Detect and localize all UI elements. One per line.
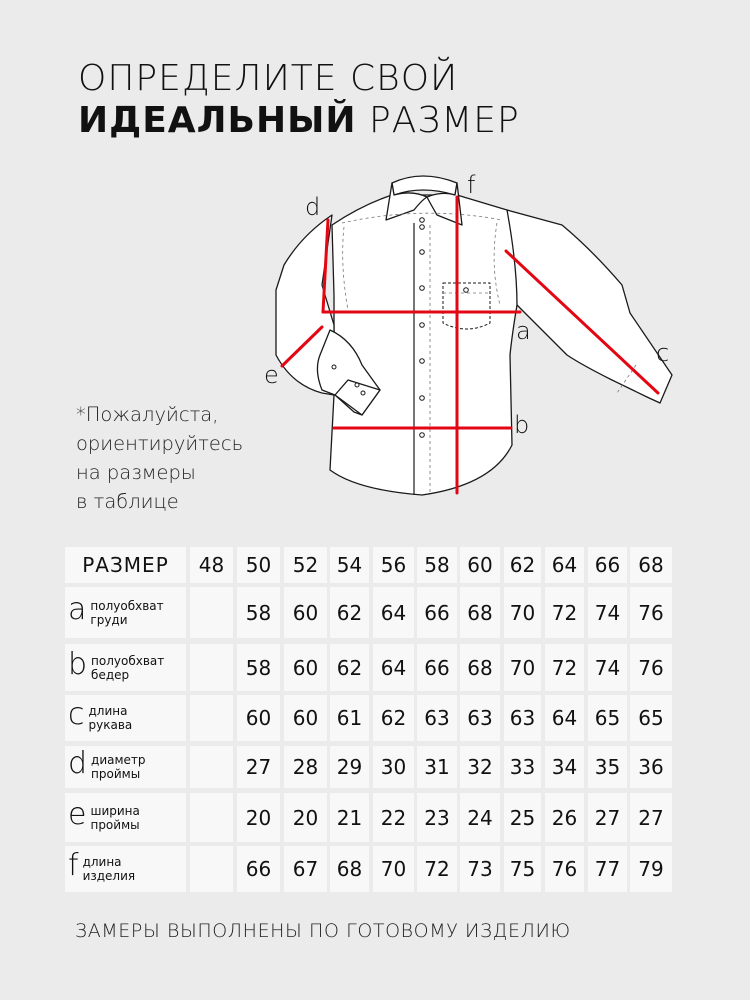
table-cell: 32 bbox=[460, 746, 500, 788]
size-header-cell: 60 bbox=[460, 547, 500, 583]
table-cell: 62 bbox=[373, 695, 414, 741]
table-cell: 60 bbox=[284, 695, 327, 741]
table-cell: 77 bbox=[588, 846, 627, 892]
table-cell: 24 bbox=[460, 793, 500, 842]
table-cell: 72 bbox=[545, 587, 584, 638]
table-cell: 72 bbox=[417, 846, 457, 892]
measurement-letter: e bbox=[68, 796, 87, 832]
table-cell: 60 bbox=[237, 695, 280, 741]
measurement-description bbox=[90, 599, 163, 627]
measurement-letter: f bbox=[68, 848, 79, 883]
description-line: проймы bbox=[90, 817, 140, 832]
note-line: ориентируйтесь bbox=[76, 432, 244, 455]
note-line: *Пожалуйста, bbox=[76, 403, 219, 426]
table-cell: 73 bbox=[460, 846, 500, 892]
table-cell: 28 bbox=[284, 746, 327, 788]
table-cell: 62 bbox=[330, 587, 369, 638]
table-cell: 33 bbox=[504, 746, 541, 788]
footer-note: ЗАМЕРЫ ВЫПОЛНЕНЫ ПО ГОТОВОМУ ИЗДЕЛИЮ bbox=[75, 920, 571, 942]
table-cell: 29 bbox=[330, 746, 369, 788]
table-cell: 58 bbox=[237, 644, 280, 691]
table-cell: 62 bbox=[330, 644, 369, 691]
shirt-illustration-icon bbox=[262, 165, 682, 505]
table-cell: 25 bbox=[504, 793, 541, 842]
marker-b: b bbox=[514, 411, 530, 439]
description-line: груди bbox=[90, 612, 128, 627]
table-cell: 64 bbox=[373, 644, 414, 691]
title-line-1: ОПРЕДЕЛИТЕ СВОЙ bbox=[78, 58, 459, 99]
table-cell: 64 bbox=[545, 695, 584, 741]
description-line: длина bbox=[88, 704, 128, 718]
marker-e: e bbox=[264, 361, 279, 389]
marker-f: f bbox=[467, 171, 476, 199]
table-cell: 68 bbox=[330, 846, 369, 892]
size-header-cell: 54 bbox=[330, 547, 369, 583]
measurement-label-c bbox=[65, 695, 186, 741]
table-cell: 65 bbox=[588, 695, 627, 741]
size-header-cell: 56 bbox=[373, 547, 414, 583]
table-cell: 61 bbox=[330, 695, 369, 741]
table-cell: 60 bbox=[284, 587, 327, 638]
size-header-cell: 50 bbox=[237, 547, 280, 583]
table-cell: 72 bbox=[545, 644, 584, 691]
note-line: на размеры bbox=[76, 461, 196, 484]
table-cell: 34 bbox=[545, 746, 584, 788]
title-light-word: РАЗМЕР bbox=[356, 100, 520, 141]
table-cell bbox=[190, 695, 233, 741]
table-cell: 76 bbox=[630, 587, 672, 638]
measurement-label-e bbox=[65, 793, 186, 842]
table-cell: 66 bbox=[417, 644, 457, 691]
table-cell: 58 bbox=[237, 587, 280, 638]
measurement-description bbox=[83, 855, 136, 883]
marker-c: c bbox=[656, 339, 670, 367]
description-line: проймы bbox=[91, 767, 141, 781]
table-cell: 66 bbox=[237, 846, 280, 892]
description-line: ширина bbox=[90, 803, 140, 818]
measurement-description bbox=[89, 704, 133, 732]
description-line: длина bbox=[82, 855, 122, 869]
table-cell: 26 bbox=[545, 793, 584, 842]
shirt-measurement-diagram bbox=[262, 165, 682, 505]
measurement-description bbox=[91, 654, 164, 682]
description-line: изделия bbox=[82, 869, 136, 883]
size-header-cell: 66 bbox=[588, 547, 627, 583]
size-header-cell: 62 bbox=[504, 547, 541, 583]
table-cell: 68 bbox=[460, 587, 500, 638]
table-cell: 65 bbox=[630, 695, 672, 741]
measurement-label-b bbox=[65, 644, 186, 691]
measurement-description bbox=[90, 804, 139, 832]
table-cell: 35 bbox=[588, 746, 627, 788]
table-cell: 68 bbox=[460, 644, 500, 691]
size-header-cell: 48 bbox=[190, 547, 233, 583]
table-cell: 63 bbox=[417, 695, 457, 741]
measurement-letter: d bbox=[68, 746, 88, 781]
description-line: рукава bbox=[88, 718, 133, 732]
marker-d: d bbox=[305, 193, 321, 221]
table-cell: 67 bbox=[284, 846, 327, 892]
table-cell: 76 bbox=[545, 846, 584, 892]
note-line: в таблице bbox=[76, 490, 179, 513]
size-header-cell: 64 bbox=[545, 547, 584, 583]
size-header-cell: 52 bbox=[284, 547, 327, 583]
description-line: полуобхват bbox=[90, 598, 164, 613]
description-line: бедер bbox=[91, 667, 130, 682]
size-column-header: РАЗМЕР bbox=[65, 547, 186, 583]
table-cell: 70 bbox=[504, 644, 541, 691]
table-cell: 27 bbox=[630, 793, 672, 842]
table-cell: 27 bbox=[237, 746, 280, 788]
description-line: полуобхват bbox=[91, 653, 165, 668]
table-cell: 36 bbox=[630, 746, 672, 788]
measurement-letter: b bbox=[68, 646, 88, 682]
size-header-cell: 68 bbox=[630, 547, 672, 583]
measurement-description bbox=[91, 753, 146, 781]
title-bold-word: ИДЕАЛЬНЫЙ bbox=[78, 100, 357, 141]
table-cell: 70 bbox=[504, 587, 541, 638]
table-cell: 70 bbox=[373, 846, 414, 892]
page-title bbox=[78, 58, 520, 142]
table-cell: 75 bbox=[504, 846, 541, 892]
size-note bbox=[76, 400, 243, 516]
measurement-letter: c bbox=[68, 697, 85, 732]
table-cell bbox=[190, 644, 233, 691]
description-line: диаметр bbox=[91, 753, 146, 767]
table-cell bbox=[190, 793, 233, 842]
measurement-label-f bbox=[65, 846, 186, 892]
table-cell bbox=[190, 746, 233, 788]
table-cell: 23 bbox=[417, 793, 457, 842]
marker-a: a bbox=[516, 317, 531, 345]
table-cell: 21 bbox=[330, 793, 369, 842]
table-cell: 60 bbox=[284, 644, 327, 691]
table-cell bbox=[190, 587, 233, 638]
measurement-letter: a bbox=[68, 591, 87, 627]
table-cell: 64 bbox=[373, 587, 414, 638]
table-cell: 76 bbox=[630, 644, 672, 691]
table-cell: 66 bbox=[417, 587, 457, 638]
title-line-2 bbox=[78, 100, 520, 142]
table-cell: 20 bbox=[237, 793, 280, 842]
table-cell: 63 bbox=[504, 695, 541, 741]
table-cell: 79 bbox=[630, 846, 672, 892]
measurement-label-d bbox=[65, 746, 186, 788]
table-cell: 63 bbox=[460, 695, 500, 741]
table-cell: 30 bbox=[373, 746, 414, 788]
table-cell: 74 bbox=[588, 587, 627, 638]
table-cell: 31 bbox=[417, 746, 457, 788]
table-cell bbox=[190, 846, 233, 892]
table-cell: 22 bbox=[373, 793, 414, 842]
table-cell: 74 bbox=[588, 644, 627, 691]
measurement-label-a bbox=[65, 587, 186, 638]
table-cell: 20 bbox=[284, 793, 327, 842]
table-cell: 27 bbox=[588, 793, 627, 842]
size-header-cell: 58 bbox=[417, 547, 457, 583]
